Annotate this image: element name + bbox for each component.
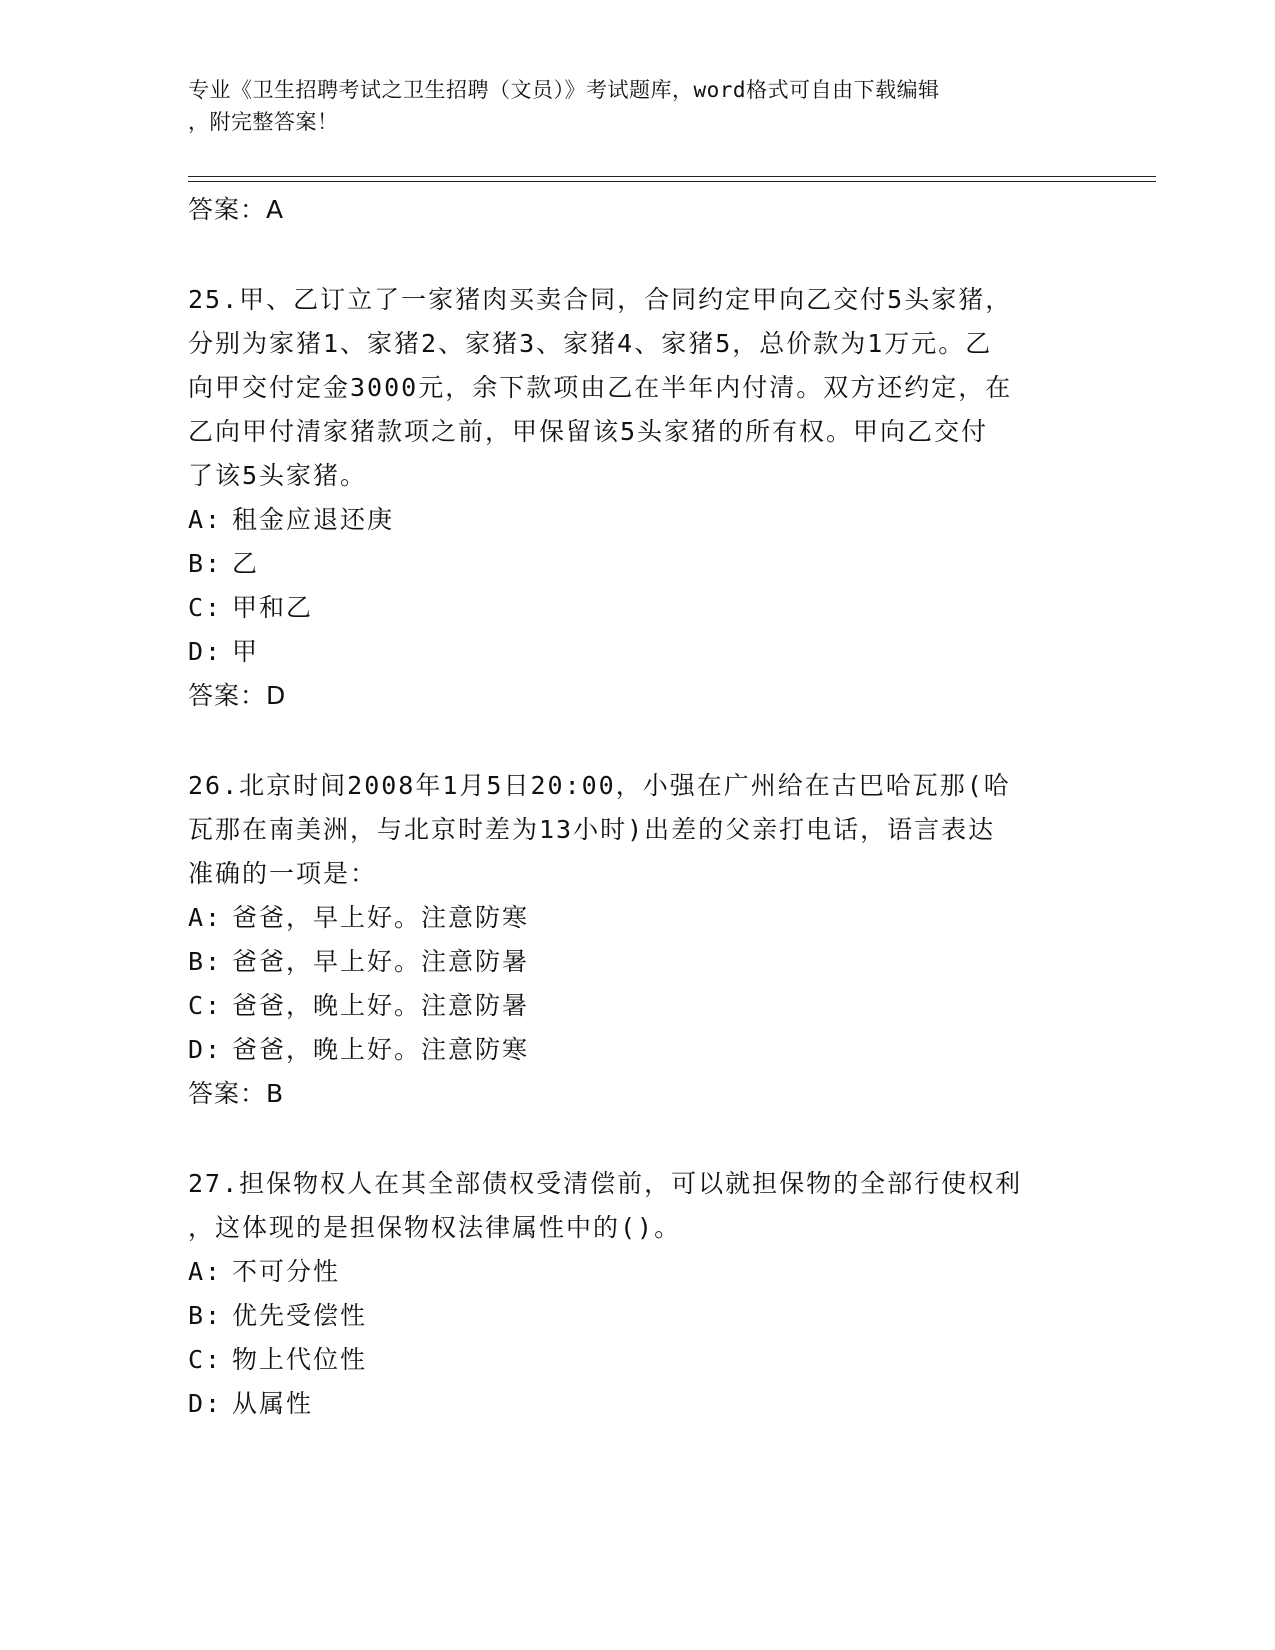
question-25-option-c [188,591,313,625]
question-26-line: 瓦那在南美洲，与北京时差为13小时)出差的父亲打电话，语言表达 [188,815,996,844]
option-text: 爸爸，晚上好。注意防寒 [232,1035,530,1064]
option-key: B: [188,947,223,976]
question-26-option-a [188,901,529,935]
question-25-option-a [188,503,394,537]
question-25-option-b [188,547,259,581]
question-25-line: 25.甲、乙订立了一家猪肉买卖合同，合同约定甲向乙交付5头家猪， [188,285,1013,314]
option-key: D: [188,1389,223,1418]
option-key: A: [188,903,223,932]
question-26-option-b [188,945,529,979]
question-27-line: ，这体现的是担保物权法律属性中的()。 [188,1213,682,1242]
option-key: C: [188,1345,223,1374]
question-27-option-b [188,1299,367,1333]
question-26-option-c [188,989,529,1023]
option-text: 不可分性 [232,1257,341,1286]
option-text: 甲 [232,637,260,666]
question-25-line: 向甲交付定金3000元，余下款项由乙在半年内付清。双方还约定，在 [188,373,1013,402]
option-key: B: [188,549,223,578]
question-27-line: 27.担保物权人在其全部债权受清偿前，可以就担保物的全部行使权利 [188,1169,1023,1198]
option-text: 爸爸，早上好。注意防寒 [232,903,530,932]
option-key: A: [188,505,223,534]
option-key: C: [188,593,223,622]
option-key: C: [188,991,223,1020]
question-27-option-c [188,1343,367,1377]
question-25-line: 分别为家猪1、家猪2、家猪3、家猪4、家猪5，总价款为1万元。乙 [188,329,993,358]
question-25-answer: 答案：D [188,681,287,710]
question-25-line: 乙向甲付清家猪款项之前，甲保留该5头家猪的所有权。甲向乙交付 [188,417,989,446]
question-26-line: 准确的一项是： [188,859,378,888]
option-text: 优先受偿性 [232,1301,368,1330]
header-line: 专业《卫生招聘考试之卫生招聘（文员）》考试题库，word格式可自由下载编辑 [188,78,940,102]
question-27-option-d [188,1387,313,1421]
option-text: 爸爸，晚上好。注意防暑 [232,991,530,1020]
header-rule-top [188,176,1156,177]
option-text: 乙 [232,549,260,578]
option-key: D: [188,637,223,666]
question-26-line: 26.北京时间2008年1月5日20:00，小强在广州给在古巴哈瓦那(哈 [188,771,1011,800]
question-26-option-d [188,1033,529,1067]
option-key: D: [188,1035,223,1064]
question-25-option-d [188,635,259,669]
option-text: 甲和乙 [232,593,314,622]
header-line: ，附完整答案！ [188,110,339,134]
question-26-answer: 答案：B [188,1079,285,1108]
option-text: 从属性 [232,1389,314,1418]
option-key: B: [188,1301,223,1330]
option-text: 爸爸，早上好。注意防暑 [232,947,530,976]
option-key: A: [188,1257,223,1286]
question-27-option-a [188,1255,340,1289]
option-text: 租金应退还庚 [232,505,395,534]
option-text: 物上代位性 [232,1345,368,1374]
answer-label: 答案：A [188,195,285,224]
header-rule-bottom [188,181,1156,182]
question-25-line: 了该5头家猪。 [188,461,368,490]
